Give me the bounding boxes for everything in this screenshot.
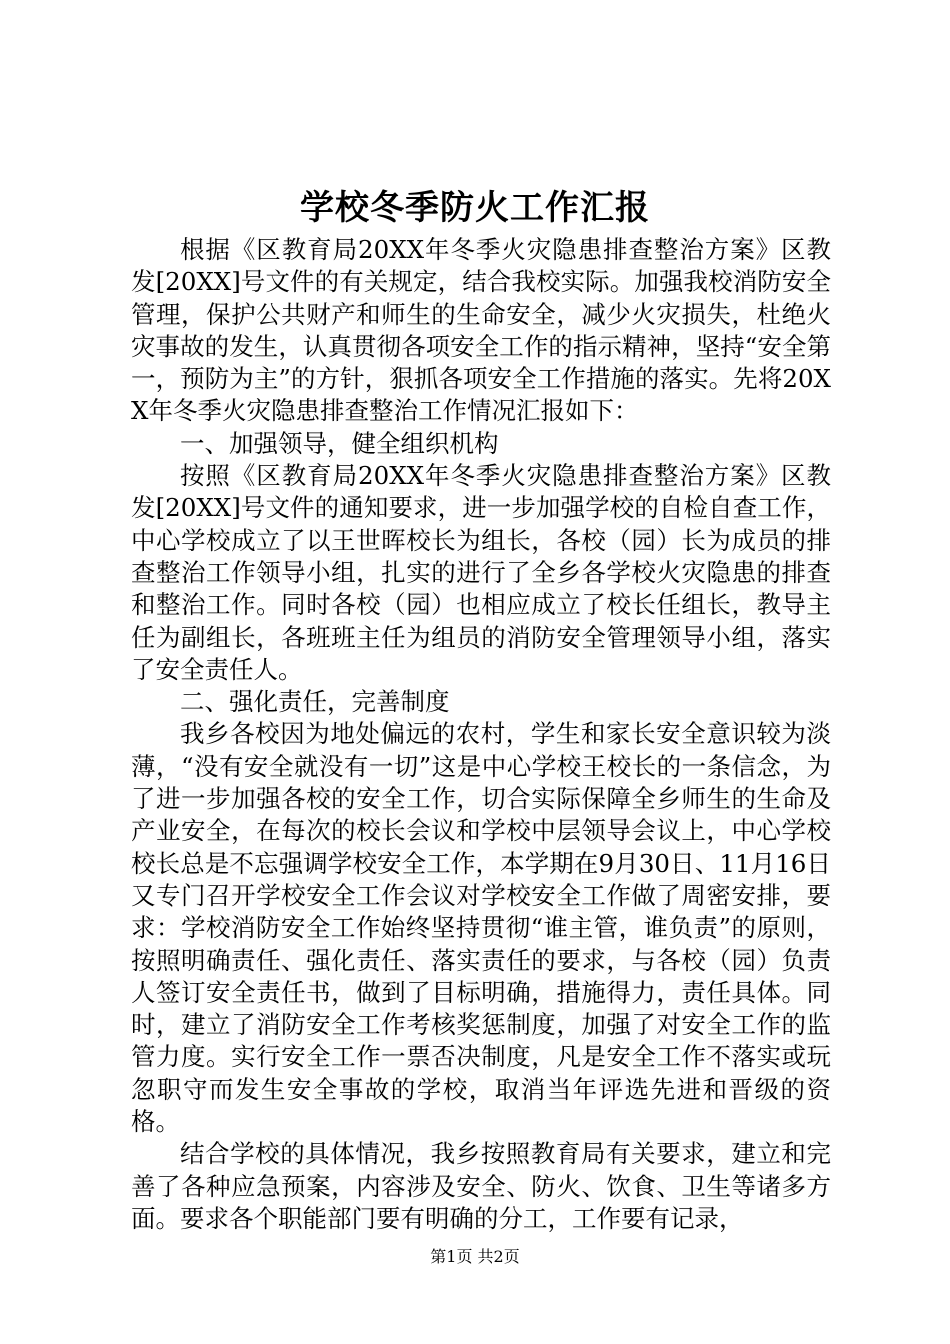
paragraph-section-2-continued: 结合学校的具体情况，我乡按照教育局有关要求，建立和完善了各种应急预案，内容涉及安全、防火、饮食、卫生等诸多方面。要求各个职能部门要有明确的分工，工作要有记录，	[131, 1139, 831, 1233]
document-body	[131, 234, 831, 1235]
paragraph-intro: 根据《区教育局20XX年冬季火灾隐患排查整治方案》区教发[20XX]号文件的有关规定，结合我校实际。加强我校消防安全管理，保护公共财产和师生的生命安全，减少火灾损失，杜绝火灾事故的发生，认真贯彻各项安全工作的指示精神，坚持“安全第一，预防为主”的方针，狠抓各项安全工作措施的落实。先将20XX年冬季火灾隐患排查整治工作情况汇报如下：	[131, 235, 831, 426]
paragraph-section-2: 我乡各校因为地处偏远的农村，学生和家长安全意识较为淡薄，“没有安全就没有一切”这是中心学校王校长的一条信念，为了进一步加强各校的安全工作，切合实际保障全乡师生的生命及产业安全，在每次的校长会议和学校中层领导会议上，中心学校校长总是不忘强调学校安全工作，本学期在9月30日、11月16日又专门召开学校安全工作会议对学校安全工作做了周密安排，要求：学校消防安全工作始终坚持贯彻“谁主管，谁负责”的原则，按照明确责任、强化责任、落实责任的要求，与各校（园）负责人签订安全责任书，做到了目标明确，措施得力，责任具体。同时，建立了消防安全工作考核奖惩制度，加强了对安全工作的监管力度。实行安全工作一票否决制度，凡是安全工作不落实或玩忽职守而发生安全事故的学校，取消当年评选先进和晋级的资格。	[131, 719, 831, 1137]
document-title: 学校冬季防火工作汇报	[300, 188, 650, 228]
paragraph-section-1: 按照《区教育局20XX年冬季火灾隐患排查整治方案》区教发[20XX]号文件的通知要求，进一步加强学校的自检自查工作，中心学校成立了以王世晖校长为组长，各校（园）长为成员的排查整治工作领导小组，扎实的进行了全乡各学校火灾隐患的排查和整治工作。同时各校（园）也相应成立了校长任组长，教导主任为副组长，各班班主任为组员的消防安全管理领导小组，落实了安全责任人。	[131, 461, 831, 684]
section-heading-1: 一、加强领导，健全组织机构	[180, 428, 499, 458]
page-footer: 第1页 共2页	[430, 1247, 520, 1266]
section-heading-2: 二、强化责任，完善制度	[180, 687, 450, 717]
